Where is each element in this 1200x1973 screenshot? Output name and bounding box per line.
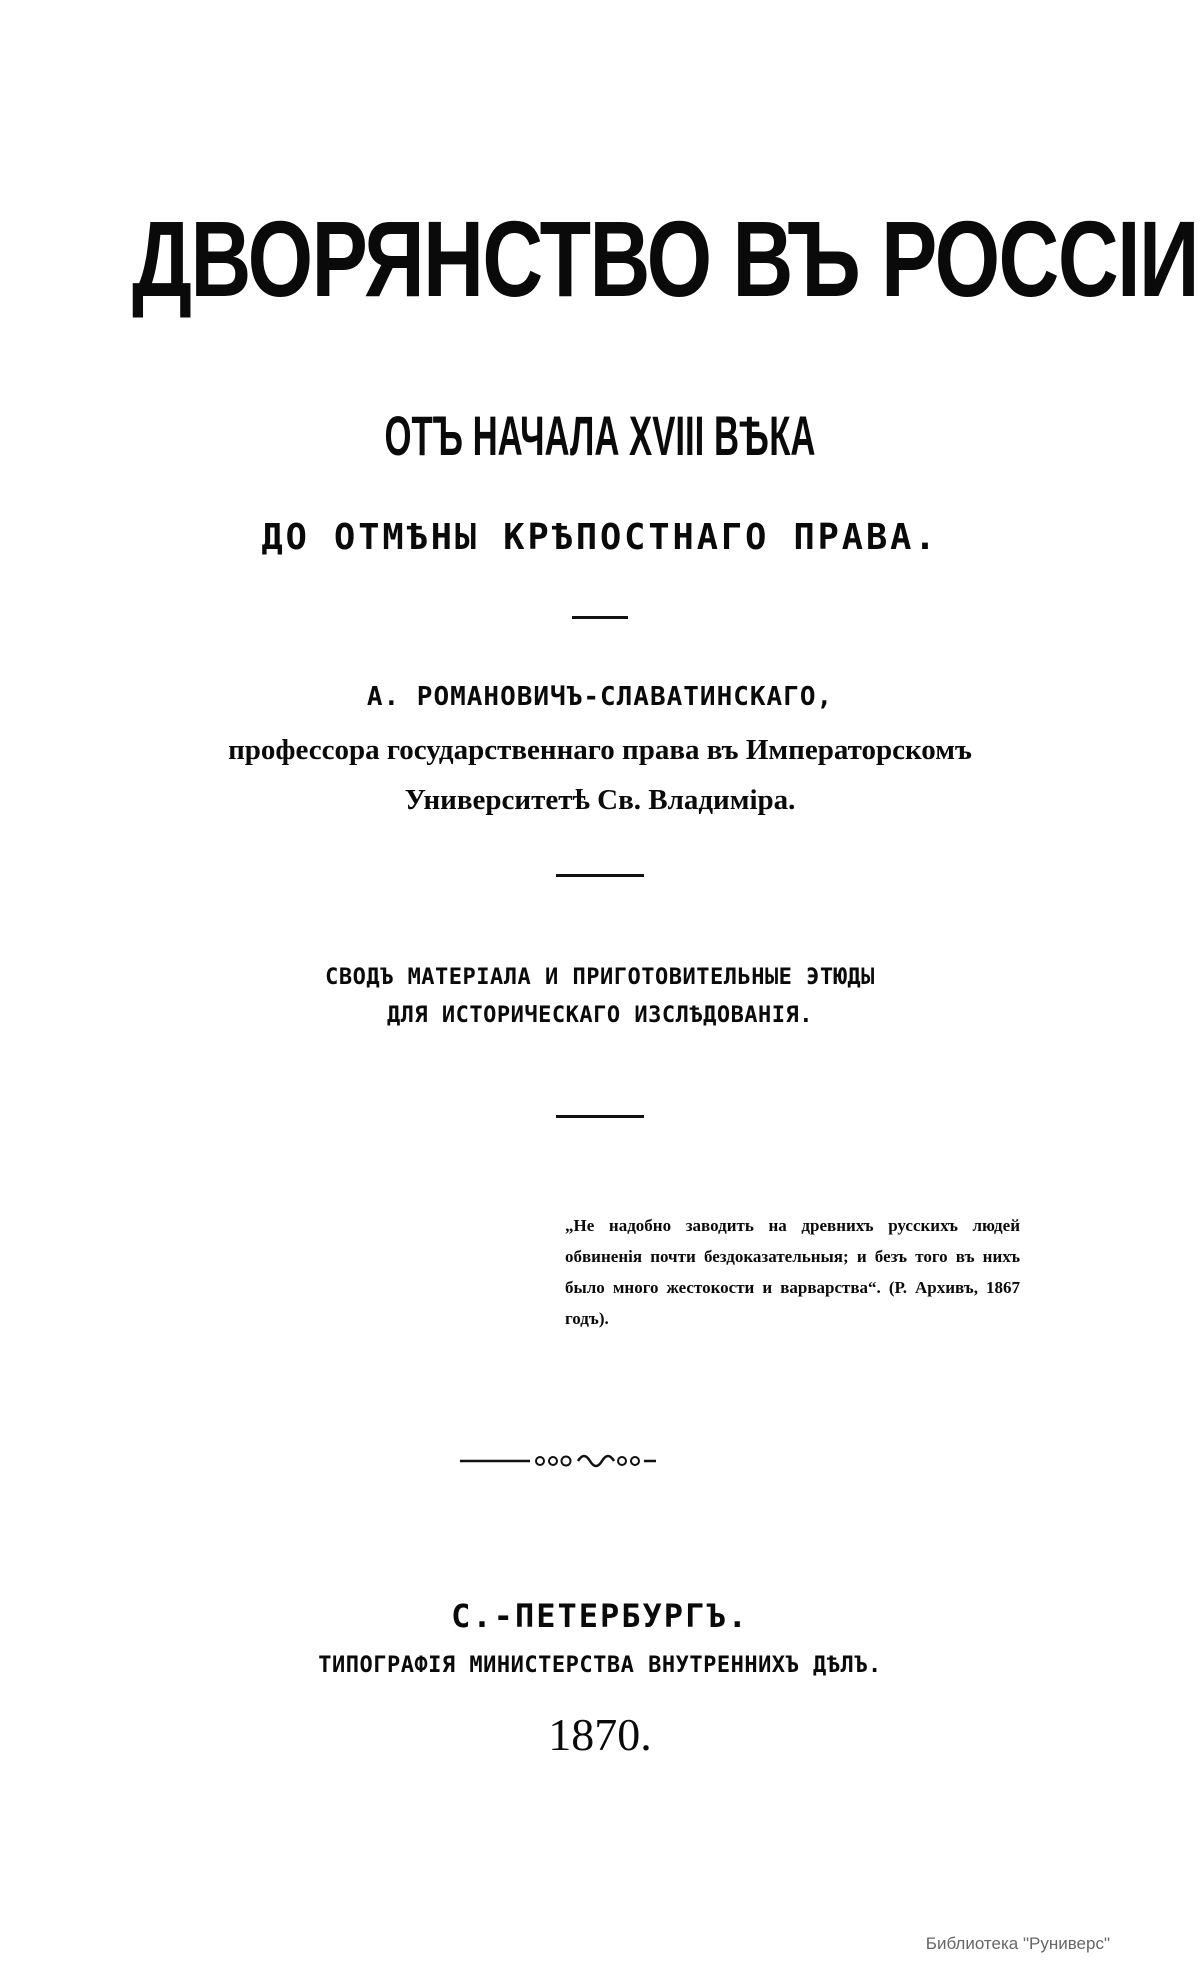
subtitle-line-1: ОТЪ НАЧАЛА XVIII ВѢКА [384,404,816,467]
divider-rule-3 [556,1115,644,1118]
subtitle-line-2: ДО ОТМѢНЫ КРѢПОСТНАГО ПРАВА. [261,517,939,558]
author-affiliation-line-2: Университетѣ Св. Владиміра. [404,784,796,816]
epigraph: „Не надобно заводить на древнихъ русскихъ людей обвиненія почти бездоказательныя; и безъ того въ нихъ было много жестокости и варварства“. (Р. Архивъ, 1867 годъ). [565,1216,1020,1328]
description-line-2: ДЛЯ ИСТОРИЧЕСКАГО ИЗСЛѢДОВАНІЯ. [386,1003,814,1028]
divider-rule-1 [572,616,628,619]
library-watermark: Библиотека "Руниверс" [925,1934,1110,1953]
author-name: А. РОМАНОВИЧЪ-СЛАВАТИНСКАГО, [366,682,834,712]
author-affiliation-line-1: профессора государственнаго права въ Императорскомъ [228,734,972,766]
book-title: ДВОРЯНСТВО ВЪ РОССІИ [132,198,1198,319]
publication-city: С.-ПЕТЕРБУРГЪ. [451,1597,749,1635]
ornament-divider [460,1448,740,1474]
publication-year: 1870. [548,1709,652,1760]
publisher: ТИПОГРАФІЯ МИНИСТЕРСТВА ВНУТРЕННИХЪ ДѢЛЪ. [318,1653,882,1678]
divider-rule-2 [556,874,644,877]
description-line-1: СВОДЪ МАТЕРІАЛА И ПРИГОТОВИТЕЛЬНЫЕ ЭТЮДЫ [325,965,875,990]
